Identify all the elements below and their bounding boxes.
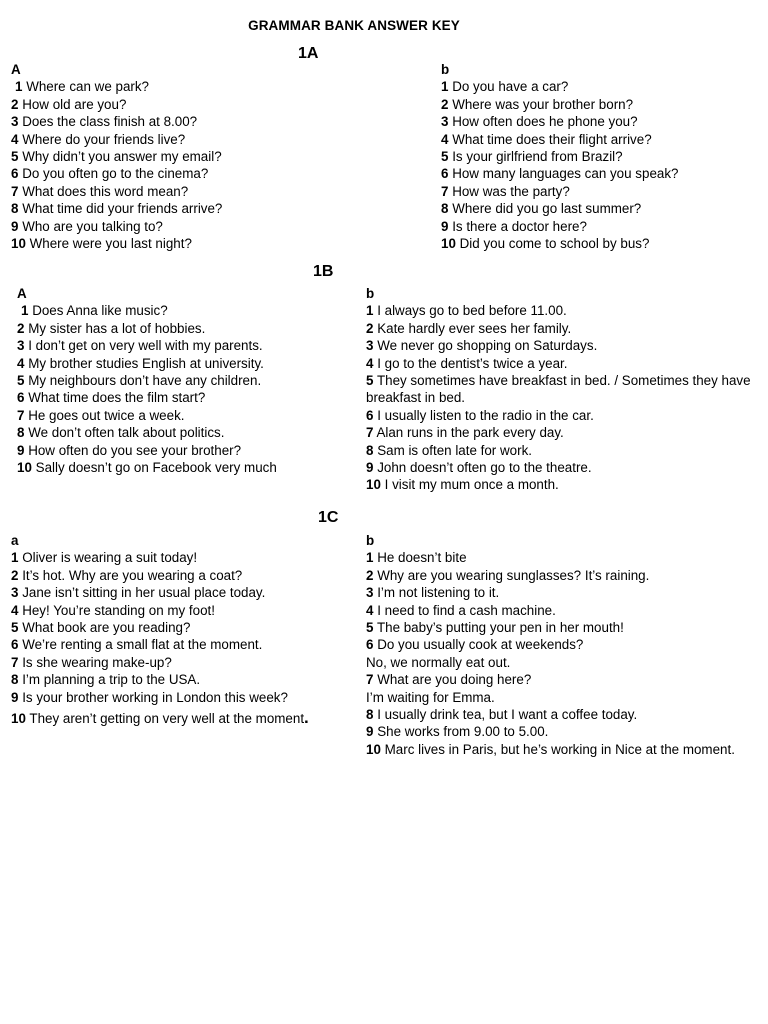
item-number: 2 bbox=[441, 96, 449, 112]
item-number: 3 bbox=[11, 585, 19, 601]
item-text: Hey! You’re standing on my foot! bbox=[22, 602, 215, 618]
item-text: Do you often go to the cinema? bbox=[22, 166, 209, 182]
document-title: GRAMMAR BANK ANSWER KEY bbox=[248, 18, 460, 33]
item-number: 8 bbox=[11, 672, 19, 688]
answer-item bbox=[11, 113, 351, 130]
column-label: a bbox=[11, 533, 19, 548]
item-number: 4 bbox=[11, 602, 19, 618]
item-number: 8 bbox=[441, 201, 449, 217]
answer-item bbox=[366, 654, 766, 671]
item-number: 6 bbox=[17, 390, 25, 406]
item-number: 6 bbox=[11, 637, 19, 653]
answer-item bbox=[366, 407, 758, 424]
section-heading-1b: 1B bbox=[313, 263, 334, 280]
item-text: Marc lives in Paris, but he’s working in Nice at the moment. bbox=[384, 741, 735, 757]
answer-item bbox=[17, 320, 357, 337]
item-text: What does this word mean? bbox=[22, 183, 189, 199]
item-text: He goes out twice a week. bbox=[28, 407, 185, 423]
answer-item bbox=[17, 389, 357, 406]
item-text: How many languages can you speak? bbox=[452, 166, 679, 182]
item-list bbox=[366, 549, 766, 758]
answer-item bbox=[366, 567, 766, 584]
item-text: Why didn’t you answer my email? bbox=[22, 149, 222, 165]
item-number: 5 bbox=[366, 620, 374, 636]
item-text: My brother studies English at university. bbox=[28, 355, 264, 371]
item-text: My sister has a lot of hobbies. bbox=[28, 320, 206, 336]
item-number: 2 bbox=[366, 567, 374, 583]
item-text: What time does their flight arrive? bbox=[452, 131, 652, 147]
item-text: They aren’t getting on very well at the moment bbox=[29, 711, 305, 727]
item-text: What are you doing here? bbox=[377, 672, 532, 688]
item-number: 1 bbox=[366, 303, 374, 319]
item-list bbox=[11, 78, 351, 252]
section-1a-column-b bbox=[441, 61, 761, 252]
answer-item bbox=[366, 723, 766, 740]
column-label: A bbox=[11, 62, 21, 77]
column-label: b bbox=[441, 62, 450, 77]
answer-item bbox=[366, 689, 766, 706]
item-number: 6 bbox=[366, 407, 374, 423]
answer-item bbox=[441, 131, 761, 148]
item-number: 10 bbox=[17, 460, 32, 476]
item-text: I visit my mum once a month. bbox=[384, 477, 559, 493]
answer-item bbox=[17, 424, 357, 441]
column-label: b bbox=[366, 533, 375, 548]
item-number: 4 bbox=[17, 355, 25, 371]
answer-item bbox=[17, 302, 357, 319]
item-number: 2 bbox=[11, 96, 19, 112]
answer-item bbox=[17, 355, 357, 372]
answer-item bbox=[366, 337, 758, 354]
item-text: I always go to bed before 11.00. bbox=[377, 303, 567, 319]
item-text: Why are you wearing sunglasses? It’s raining. bbox=[377, 567, 650, 583]
answer-item bbox=[17, 442, 357, 459]
item-list bbox=[17, 302, 357, 476]
answer-item bbox=[441, 235, 761, 252]
item-text: How often do you see your brother? bbox=[28, 442, 242, 458]
answer-item bbox=[17, 407, 357, 424]
answer-item bbox=[366, 302, 758, 319]
item-number: 7 bbox=[366, 425, 374, 441]
answer-item bbox=[11, 636, 361, 653]
answer-item bbox=[366, 320, 758, 337]
item-text: No, we normally eat out. bbox=[366, 654, 511, 670]
answer-item bbox=[11, 78, 351, 95]
answer-item bbox=[11, 235, 351, 252]
item-list bbox=[11, 549, 361, 727]
item-number: 9 bbox=[441, 218, 449, 234]
answer-item bbox=[366, 636, 766, 653]
item-text: What time does the film start? bbox=[28, 390, 206, 406]
item-text: How often does he phone you? bbox=[452, 114, 638, 130]
item-text: I usually listen to the radio in the car. bbox=[377, 407, 594, 423]
item-number: 9 bbox=[11, 689, 19, 705]
item-text: Jane isn’t sitting in her usual place today. bbox=[22, 585, 266, 601]
item-text: Where were you last night? bbox=[29, 236, 192, 252]
item-number: 4 bbox=[11, 131, 19, 147]
answer-item bbox=[366, 602, 766, 619]
item-text: My neighbours don’t have any children. bbox=[28, 373, 262, 389]
item-number: 10 bbox=[366, 741, 381, 757]
answer-item bbox=[11, 709, 361, 727]
item-text: She works from 9.00 to 5.00. bbox=[377, 724, 549, 740]
answer-item bbox=[366, 372, 758, 407]
item-number: 7 bbox=[11, 654, 19, 670]
item-text: Where did you go last summer? bbox=[452, 201, 642, 217]
item-number: 7 bbox=[17, 407, 25, 423]
item-number: 3 bbox=[441, 114, 449, 130]
item-text: Where can we park? bbox=[26, 79, 149, 95]
answer-item bbox=[366, 476, 758, 493]
answer-item bbox=[17, 337, 357, 354]
item-number: 6 bbox=[441, 166, 449, 182]
answer-item bbox=[366, 741, 766, 758]
answer-item bbox=[11, 200, 351, 217]
item-number: 6 bbox=[366, 637, 374, 653]
item-number: 3 bbox=[11, 114, 19, 130]
item-number: 2 bbox=[366, 320, 374, 336]
item-number: 5 bbox=[441, 149, 449, 165]
answer-item bbox=[366, 424, 758, 441]
item-number: 1 bbox=[21, 303, 29, 319]
item-number: 10 bbox=[11, 711, 26, 727]
item-number: 3 bbox=[366, 585, 374, 601]
item-text: We’re renting a small flat at the moment. bbox=[22, 637, 263, 653]
item-text: We never go shopping on Saturdays. bbox=[377, 338, 598, 354]
item-text: I go to the dentist’s twice a year. bbox=[377, 355, 568, 371]
item-text: Alan runs in the park every day. bbox=[376, 425, 564, 441]
item-text: Who are you talking to? bbox=[22, 218, 163, 234]
item-number: 10 bbox=[11, 236, 26, 252]
item-end-mark: . bbox=[304, 708, 309, 728]
answer-item bbox=[11, 148, 351, 165]
item-number: 8 bbox=[17, 425, 25, 441]
item-number: 4 bbox=[366, 355, 374, 371]
item-number: 2 bbox=[11, 567, 19, 583]
answer-item bbox=[11, 602, 361, 619]
section-1b-column-a bbox=[17, 285, 357, 476]
item-text: Does the class finish at 8.00? bbox=[22, 114, 198, 130]
item-text: Do you usually cook at weekends? bbox=[377, 637, 584, 653]
item-text: Do you have a car? bbox=[452, 79, 569, 95]
item-number: 10 bbox=[441, 236, 456, 252]
item-text: I usually drink tea, but I want a coffee today. bbox=[377, 707, 638, 723]
item-text: I’m not listening to it. bbox=[377, 585, 500, 601]
item-number: 3 bbox=[366, 338, 374, 354]
answer-item bbox=[11, 96, 351, 113]
item-text: I don’t get on very well with my parents. bbox=[28, 338, 263, 354]
item-number: 1 bbox=[15, 79, 23, 95]
answer-item bbox=[441, 218, 761, 235]
answer-item bbox=[366, 355, 758, 372]
answer-item bbox=[17, 372, 357, 389]
item-number: 5 bbox=[11, 149, 19, 165]
answer-item bbox=[366, 706, 766, 723]
answer-item bbox=[441, 96, 761, 113]
item-number: 9 bbox=[17, 442, 25, 458]
section-1a-column-a bbox=[11, 61, 351, 252]
item-text: Oliver is wearing a suit today! bbox=[22, 550, 198, 566]
item-number: 4 bbox=[441, 131, 449, 147]
section-heading-1a: 1A bbox=[298, 45, 319, 62]
item-text: How was the party? bbox=[452, 183, 570, 199]
item-text: We don’t often talk about politics. bbox=[28, 425, 225, 441]
answer-item bbox=[11, 689, 361, 706]
item-text: Is your girlfriend from Brazil? bbox=[452, 149, 623, 165]
answer-item bbox=[17, 459, 357, 476]
item-number: 6 bbox=[11, 166, 19, 182]
column-label: A bbox=[17, 286, 27, 301]
answer-item bbox=[366, 584, 766, 601]
answer-item bbox=[11, 183, 351, 200]
answer-item bbox=[11, 218, 351, 235]
item-text: I need to find a cash machine. bbox=[377, 602, 556, 618]
item-number: 9 bbox=[366, 460, 374, 476]
answer-item bbox=[11, 165, 351, 182]
answer-item bbox=[366, 459, 758, 476]
answer-item bbox=[11, 131, 351, 148]
item-number: 8 bbox=[11, 201, 19, 217]
item-number: 3 bbox=[17, 338, 25, 354]
answer-item bbox=[11, 619, 361, 636]
item-number: 9 bbox=[366, 724, 374, 740]
answer-item bbox=[441, 113, 761, 130]
answer-item bbox=[441, 148, 761, 165]
answer-item bbox=[11, 584, 361, 601]
item-text: I’m waiting for Emma. bbox=[366, 689, 495, 705]
item-text: Sally doesn’t go on Facebook very much bbox=[35, 460, 277, 476]
answer-item bbox=[366, 442, 758, 459]
item-number: 1 bbox=[366, 550, 374, 566]
answer-item bbox=[441, 200, 761, 217]
item-text: Is she wearing make-up? bbox=[22, 654, 172, 670]
item-text: I’m planning a trip to the USA. bbox=[22, 672, 201, 688]
item-number: 7 bbox=[441, 183, 449, 199]
item-text: He doesn’t bite bbox=[377, 550, 467, 566]
item-number: 7 bbox=[11, 183, 19, 199]
answer-item bbox=[11, 549, 361, 566]
item-number: 8 bbox=[366, 442, 374, 458]
answer-item bbox=[441, 165, 761, 182]
item-text: Is your brother working in London this week? bbox=[22, 689, 288, 705]
item-text: Did you come to school by bus? bbox=[459, 236, 650, 252]
item-text: How old are you? bbox=[22, 96, 127, 112]
item-number: 4 bbox=[366, 602, 374, 618]
item-text: It’s hot. Why are you wearing a coat? bbox=[22, 567, 243, 583]
item-text: John doesn’t often go to the theatre. bbox=[377, 460, 592, 476]
answer-item bbox=[11, 671, 361, 688]
item-number: 1 bbox=[11, 550, 19, 566]
answer-item bbox=[366, 671, 766, 688]
answer-item bbox=[366, 549, 766, 566]
item-number: 9 bbox=[11, 218, 19, 234]
section-heading-1c: 1C bbox=[318, 509, 339, 526]
item-text: What time did your friends arrive? bbox=[22, 201, 223, 217]
section-1c-column-b bbox=[366, 532, 766, 758]
section-1c-column-a bbox=[11, 532, 361, 727]
item-number: 10 bbox=[366, 477, 381, 493]
item-list bbox=[441, 78, 761, 252]
item-number: 1 bbox=[441, 79, 449, 95]
item-number: 5 bbox=[11, 620, 19, 636]
item-text: Sam is often late for work. bbox=[377, 442, 532, 458]
item-text: Is there a doctor here? bbox=[452, 218, 587, 234]
item-number: 2 bbox=[17, 320, 25, 336]
answer-item bbox=[441, 183, 761, 200]
item-text: Where do your friends live? bbox=[22, 131, 186, 147]
item-number: 5 bbox=[17, 373, 25, 389]
item-list bbox=[366, 302, 758, 493]
item-number: 5 bbox=[366, 373, 374, 389]
answer-item bbox=[11, 567, 361, 584]
answer-item bbox=[441, 78, 761, 95]
section-1b-column-b bbox=[366, 285, 758, 494]
item-number: 7 bbox=[366, 672, 374, 688]
answer-item bbox=[366, 619, 766, 636]
column-label: b bbox=[366, 286, 375, 301]
item-number: 8 bbox=[366, 707, 374, 723]
item-text: They sometimes have breakfast in bed. / Sometimes they have breakfast in bed. bbox=[366, 373, 751, 406]
item-text: Where was your brother born? bbox=[452, 96, 634, 112]
answer-item bbox=[11, 654, 361, 671]
item-text: What book are you reading? bbox=[22, 620, 191, 636]
item-text: Kate hardly ever sees her family. bbox=[377, 320, 572, 336]
item-text: The baby’s putting your pen in her mouth! bbox=[376, 620, 624, 636]
item-text: Does Anna like music? bbox=[32, 303, 168, 319]
